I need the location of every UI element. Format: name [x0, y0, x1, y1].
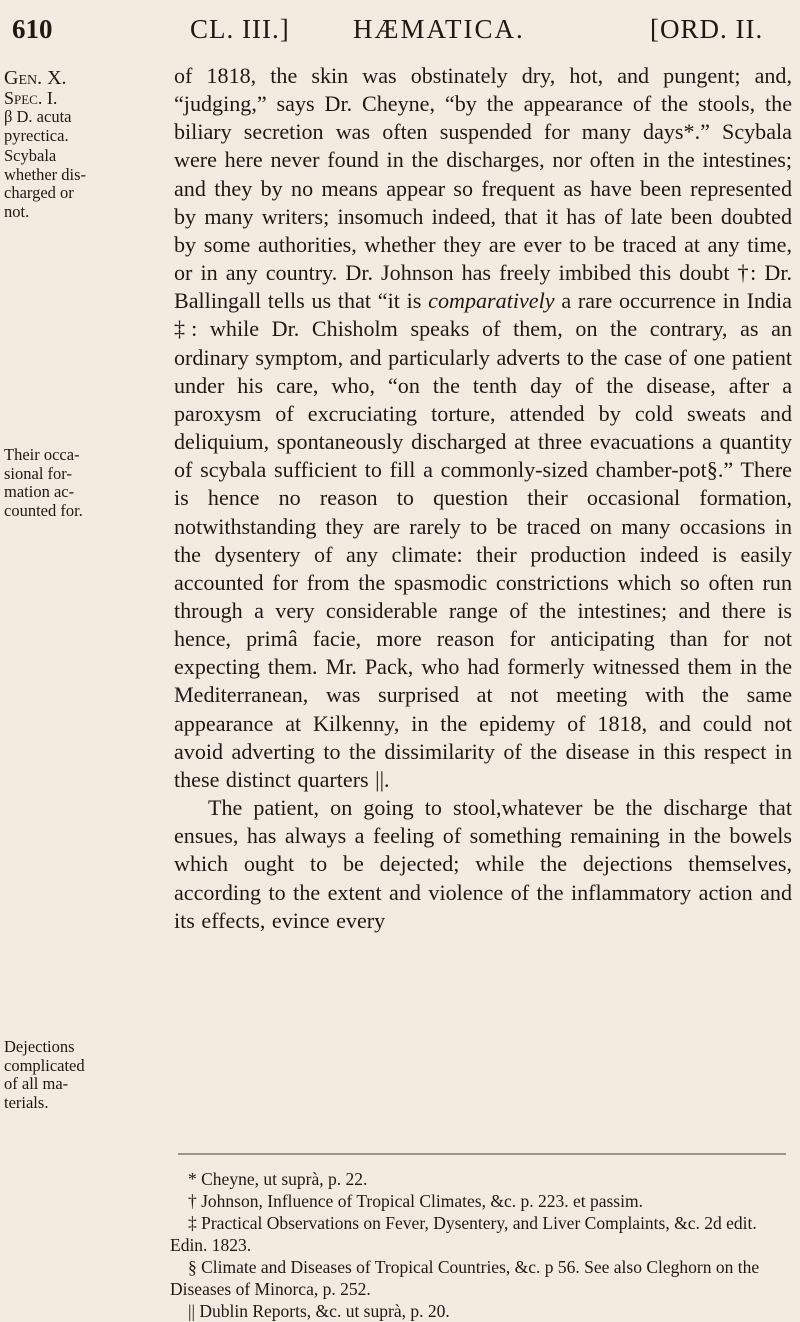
italic-word: comparatively [428, 288, 555, 314]
paragraph-text: of 1818, the skin was obstinately dry, hot, and pungent; and, “judging,” says Dr. Cheyne, “by the appearance of the stools, the biliary secretion was often suspended for many days*.” Scybala were here never found in the discharges, nor often in the intestines; and they by no means appear so frequent as have been represented by many writers; insomuch indeed, that it has of late been doubted by some authorities, whether they are ever to be traced at any time, or in any country. Dr. Johnson has freely imbibed this doubt †: Dr. Ballingall tells us that “it is [174, 63, 792, 314]
running-title: HÆMATICA. [353, 14, 525, 44]
sidenote-dejections [4, 1038, 170, 1112]
paragraph-text: a rare occurrence in India ‡: while Dr. Chisholm speaks of them, on the contrary, as an ordinary symptom, and particularly adverts to the case of one patient under his care, who, “on the tenth day of the disease, after a paroxysm of excruciating torture, attended by cold sweats and deliquium, spontaneously discharged at three evacuations a quantity of scybala sufficient to fill a commonly-sized chamber-pot§.” There is hence no reason to question their occasional formation, notwithstanding they are rarely to be traced on many occasions in the dysentery of any climate: their production indeed is easily accounted for from the spasmodic constrictions which so often run through a very considerable range of the intestines; and there is hence, primâ facie, more reason for anticipating than for not expecting them. Mr. Pack, who had formerly witnessed them in the Mediterranean, was surprised at not meeting with the same appearance at Kilkenny, in the epidemy of 1818, and could not avoid adverting to the dissimilarity of the disease in this respect in these distinct quarters ||. [174, 288, 792, 792]
sidenote-scybala: Scybala whether dis- charged or not. [4, 146, 87, 221]
sidenote-occasional [4, 446, 170, 520]
sidenote-genus: Gen. X. [4, 67, 67, 89]
footnotes [170, 1168, 794, 1322]
order-label: [ORD. II. [650, 14, 764, 44]
sidenote-dejections-text: Dejections complicated of all ma- terials. [4, 1037, 85, 1112]
sidenote-species: Spec. I. [4, 88, 58, 108]
sidenote-variety-line2: pyrectica. [4, 125, 69, 145]
class-label: CL. III.] [190, 14, 290, 44]
main-text [174, 62, 792, 935]
footnote: ‡ Practical Observations on Fever, Dysentery, and Liver Complaints, &c. 2d edit. Edin. 1823. [170, 1213, 757, 1255]
footnote: || Dublin Reports, &c. ut suprà, p. 20. [188, 1301, 450, 1321]
footnote-rule [178, 1153, 786, 1155]
sidenote-classification [4, 68, 170, 221]
sidenote-occasional-text: Their occa- sional for- mation ac- counted for. [4, 445, 83, 520]
running-header [0, 12, 800, 46]
paragraph [174, 62, 792, 794]
paragraph: The patient, on going to stool,whatever be the discharge that ensues, has always a feeling of something remaining in the bowels which ought to be dejected; while the dejections themselves, according to the extent and violence of the inflammatory action and its effects, evince every [174, 795, 792, 933]
sidenote-variety-line1: β D. acuta [4, 107, 72, 126]
page-number: 610 [12, 14, 53, 44]
footnote: † Johnson, Influence of Tropical Climates, &c. p. 223. et passim. [188, 1191, 643, 1211]
footnote: * Cheyne, ut suprà, p. 22. [188, 1169, 368, 1189]
footnote: § Climate and Diseases of Tropical Countries, &c. p 56. See also Cleghorn on the Diseases of Minorca, p. 252. [170, 1257, 760, 1299]
